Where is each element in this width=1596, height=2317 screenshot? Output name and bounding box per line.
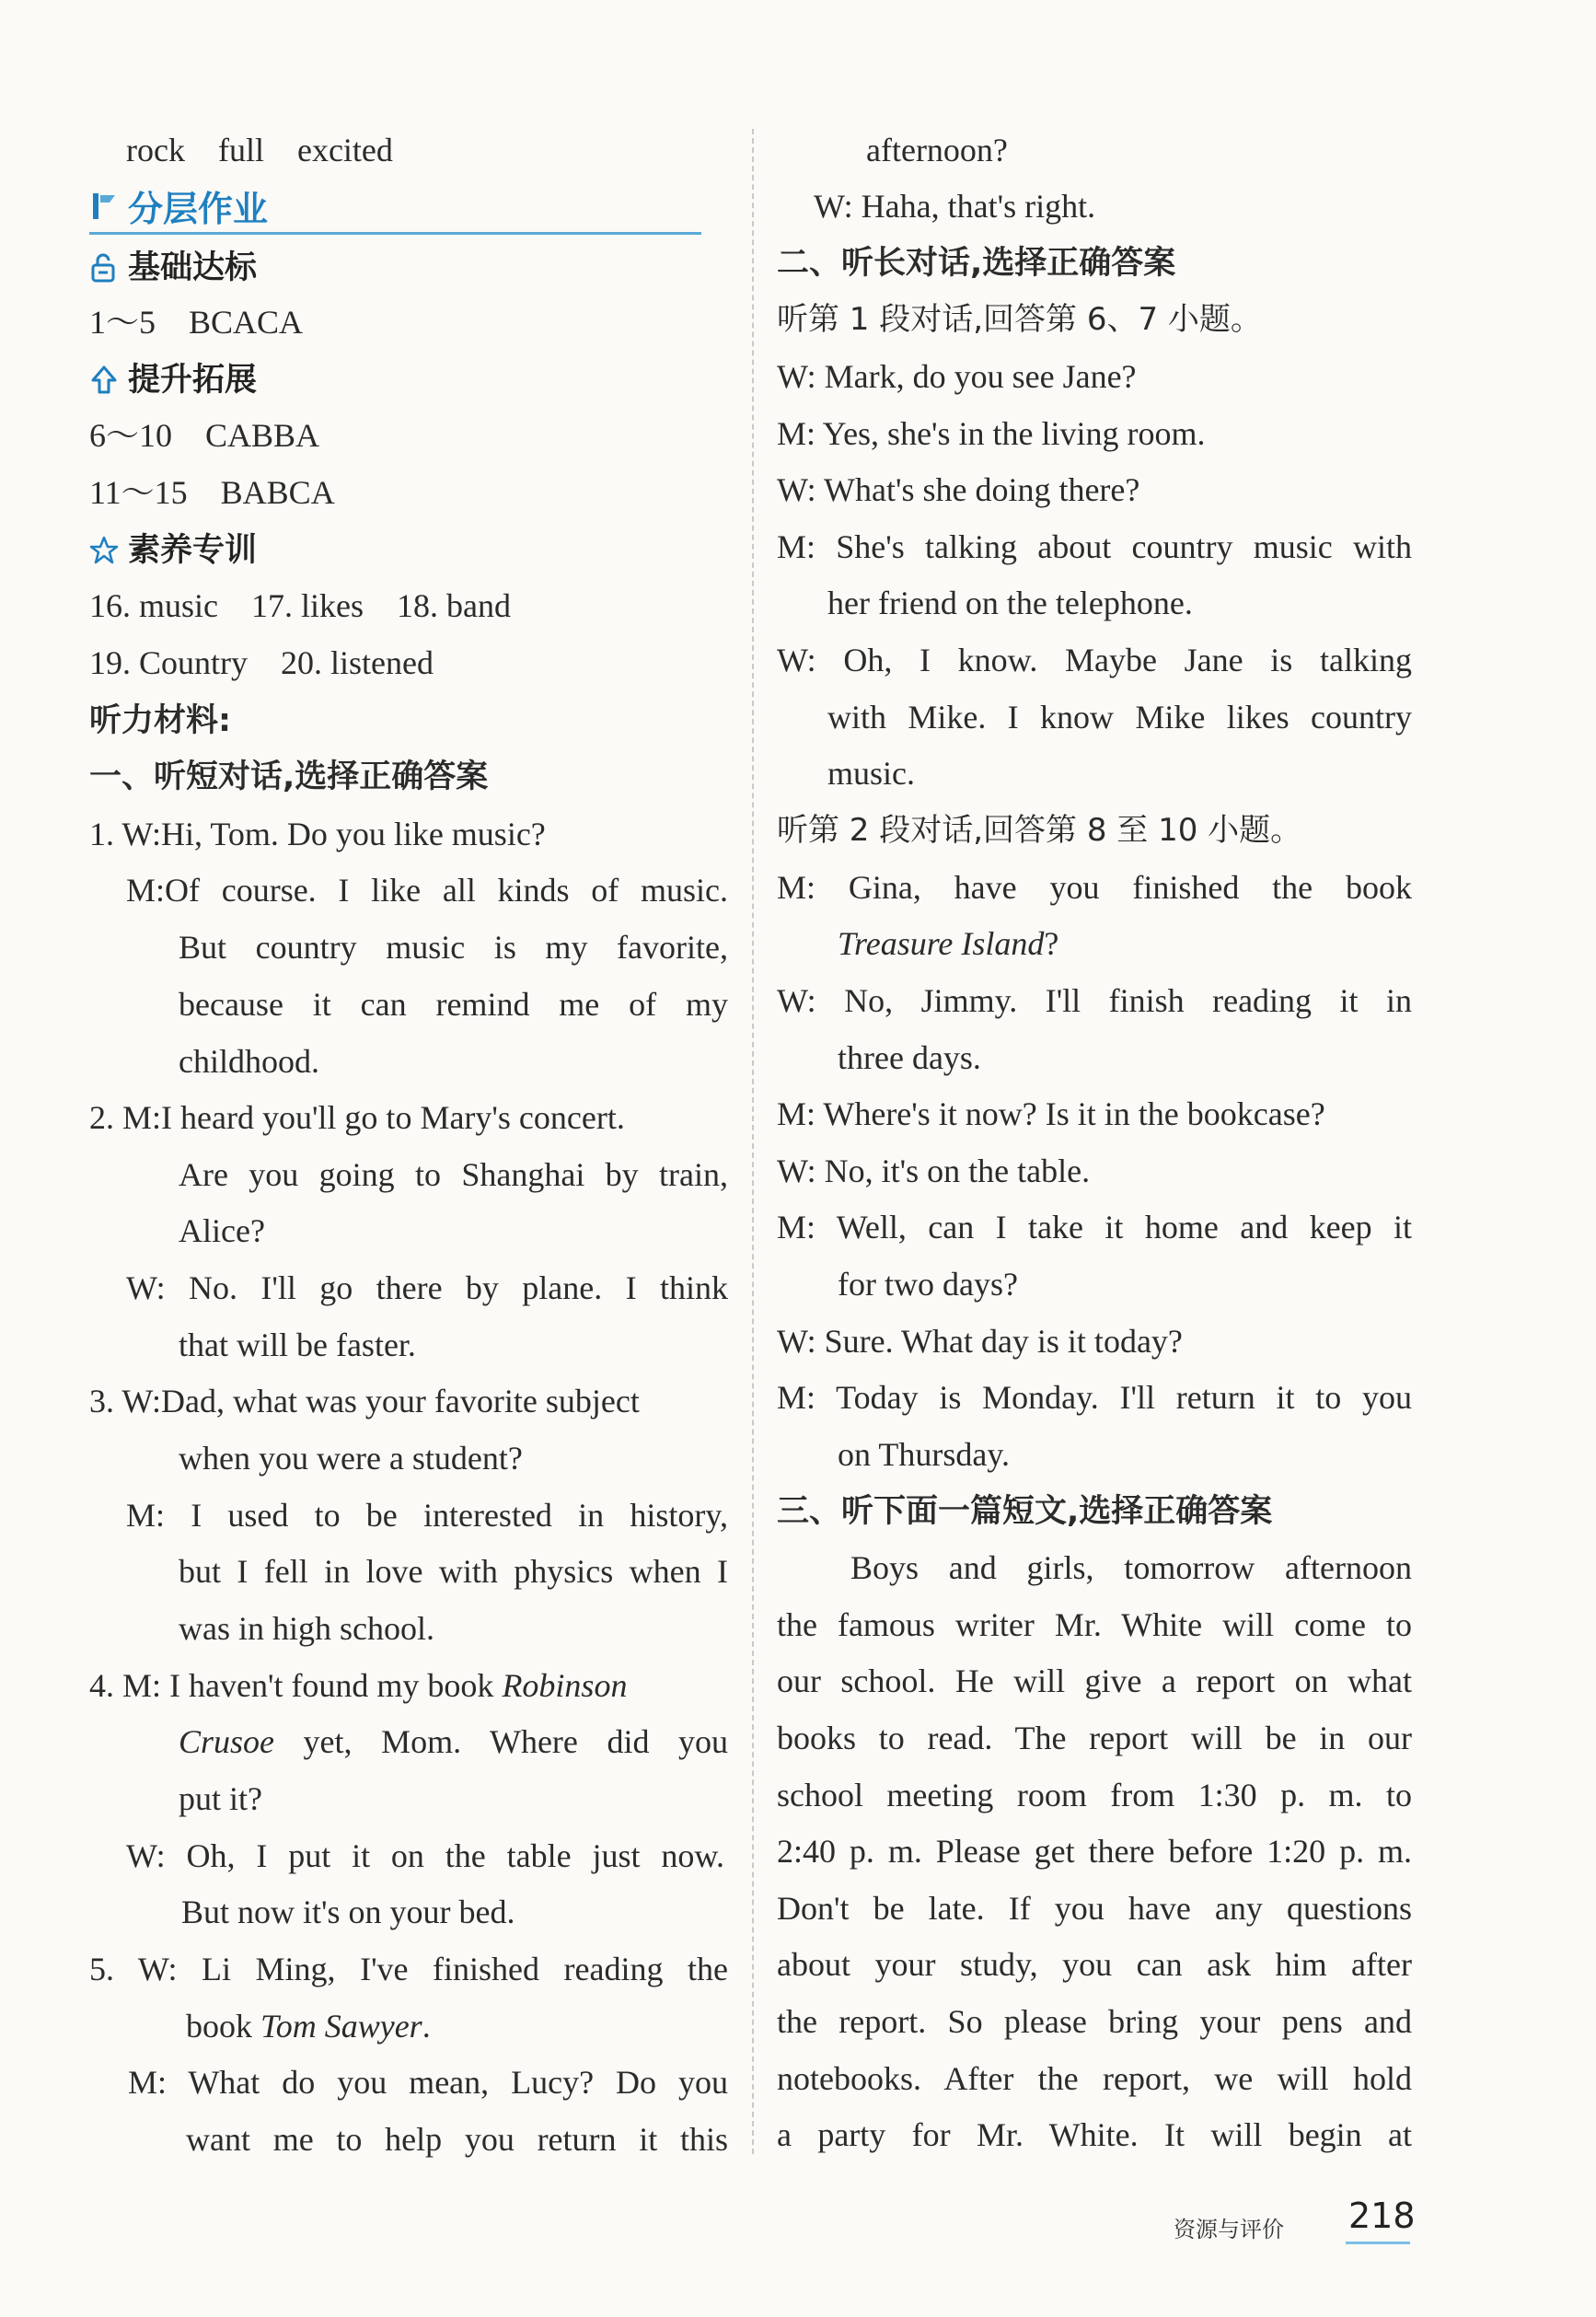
basic-answers: 1～5 BCACA [89,304,304,341]
d2-line-4: three days. [838,1039,981,1076]
q5-period: . [422,2008,431,2045]
improve-answers-2: 11～15 BABCA [89,474,335,511]
q4-line-2 [179,1720,728,1763]
column-divider [752,129,754,2154]
d1-line-6: W: Oh, I know. Maybe Jane is talking [777,642,1412,678]
passage-line-7: Don't be late. If you have any questions [777,1890,1412,1927]
d2-line-8: for two days? [838,1266,1018,1303]
literacy-heading-text: 素养专训 [128,532,258,569]
passage-line-9: the report. So please bring your pens and [777,2003,1412,2040]
improve-answers-1: 6～10 CABBA [89,417,320,454]
q5-line-2-text: book [186,2008,260,2045]
q1-line-5: childhood. [179,1043,319,1080]
q5-line-1: 5. W: Li Ming, I've finished reading the [89,1951,728,1987]
d2-line-5: M: Where's it now? Is it in the bookcase? [777,1095,1325,1132]
q5-line-2 [186,2005,734,2047]
passage-line-5: school meeting room from 1:30 p. m. to [777,1777,1412,1813]
q2-line-3: Alice? [179,1212,265,1249]
d2-line-11: on Thursday. [838,1436,1010,1473]
q1-line-3: But country music is my favorite, [179,929,728,966]
q5-line-4: want me to help you return it this [186,2121,728,2158]
d1-line-8: music. [827,755,915,792]
improve-heading-text: 提升拓展 [128,362,258,399]
dialogue2-intro: 听第 2 段对话,回答第 8 至 10 小题。 [777,812,1302,849]
word-list: rock full excited [126,132,393,168]
d1-line-3: W: What's she doing there? [777,471,1140,508]
passage-line-1: Boys and girls, tomorrow afternoon [850,1549,1412,1586]
basic-heading-text: 基础达标 [128,249,258,286]
pencil-icon [89,190,121,223]
star-icon [89,535,119,566]
passage-line-4: books to read. The report will be in our [777,1720,1412,1756]
q5-line-3: M: What do you mean, Lucy? Do you [128,2064,728,2101]
part3-title: 三、听下面一篇短文,选择正确答案 [777,1493,1273,1530]
d2-line-10: M: Today is Monday. I'll return it to you [777,1379,1412,1416]
book-title-treasure-island: Treasure Island [838,925,1045,962]
d1-line-2: M: Yes, she's in the living room. [777,415,1206,452]
q4-line-4: W: Oh, I put it on the table just now. [126,1837,724,1874]
literacy-answers-2: 19. Country 20. listened [89,644,434,681]
d1-line-5: her friend on the telephone. [827,585,1193,621]
q2-line-1: 2. M:I heard you'll go to Mary's concert. [89,1099,625,1136]
d1-line-4: M: She's talking about country music with [777,528,1412,565]
q2-line-2: Are you going to Shanghai by train, [179,1156,728,1193]
d2-line-1: M: Gina, have you finished the book [777,869,1412,906]
q1-line-4: because it can remind me of my [179,986,728,1023]
book-title-tom-sawyer: Tom Sawyer [260,2008,422,2045]
d2-line-7: M: Well, can I take it home and keep it [777,1209,1412,1245]
passage-line-10: notebooks. After the report, we will hold [777,2060,1412,2097]
passage-line-2: the famous writer Mr. White will come to [777,1606,1412,1643]
d1-line-1: W: Mark, do you see Jane? [777,358,1137,395]
book-title-crusoe: Crusoe [179,1723,275,1760]
q4-line-5: But now it's on your bed. [181,1894,515,1930]
section-title-text: 分层作业 [128,189,269,229]
q3-line-1: 3. W:Dad, what was your favorite subject [89,1383,640,1419]
q4-line-2-text: yet, Mom. Where did you [274,1723,728,1760]
r-line-haha: W: Haha, that's right. [814,188,1096,225]
q4-line-1 [89,1664,734,1707]
dialogue1-intro: 听第 1 段对话,回答第 6、7 小题。 [777,301,1262,338]
part1-title: 一、听短对话,选择正确答案 [89,759,489,795]
q3-line-2: when you were a student? [179,1440,523,1477]
passage-line-8: about your study, you can ask him after [777,1946,1412,1983]
q4-line-3: put it? [179,1780,262,1817]
lock-icon [89,252,119,284]
q2-line-5: that will be faster. [179,1326,416,1363]
page-number: 218 [1348,2195,1416,2236]
d2-line-9: W: Sure. What day is it today? [777,1323,1183,1360]
q4-line-1-text: 4. M: I haven't found my book [89,1667,503,1704]
arrow-up-icon [89,365,119,396]
page-number-underline [1346,2242,1410,2244]
d2-line-6: W: No, it's on the table. [777,1153,1091,1189]
q1-line-2: M:Of course. I like all kinds of music. [126,872,728,909]
passage-line-6: 2:40 p. m. Please get there before 1:20 p. m. [777,1833,1412,1870]
passage-line-11: a party for Mr. White. It will begin at [777,2116,1412,2153]
r-line-afternoon: afternoon? [866,132,1008,168]
q3-line-4: but I fell in love with physics when I [179,1553,728,1590]
book-title-robinson: Robinson [502,1667,628,1704]
d1-line-7: with Mike. I know Mike likes country [827,699,1412,736]
section-title-layered-homework [89,177,701,235]
passage-line-3: our school. He will give a report on what [777,1662,1412,1699]
listening-material-title: 听力材料: [89,702,231,739]
q3-line-5: was in high school. [179,1610,434,1647]
d2-line-2 [838,922,1421,965]
q2-line-4: W: No. I'll go there by plane. I think [126,1269,728,1306]
q1-line-1: 1. W:Hi, Tom. Do you like music? [89,816,546,852]
footer-label: 资源与评价 [1174,2217,1284,2242]
q3-line-3: M: I used to be interested in history, [126,1497,728,1534]
literacy-answers-1: 16. music 17. likes 18. band [89,587,511,624]
part2-title: 二、听长对话,选择正确答案 [777,245,1176,282]
d2-question-mark: ? [1044,925,1059,962]
d2-line-3: W: No, Jimmy. I'll finish reading it in [777,982,1412,1019]
